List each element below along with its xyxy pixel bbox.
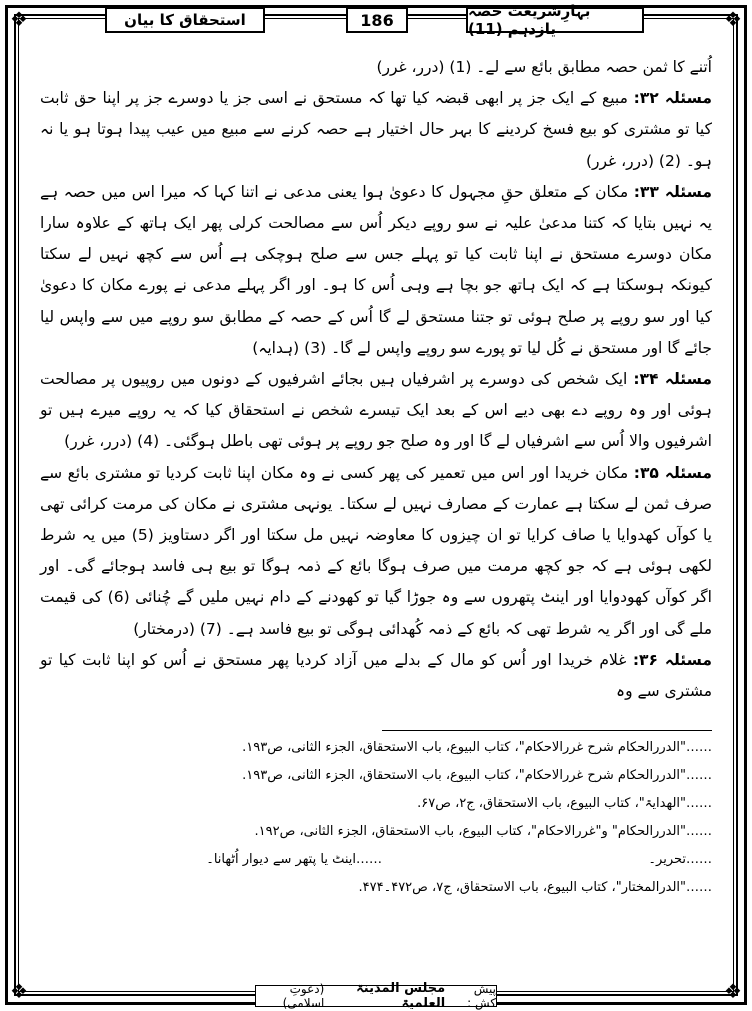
paragraph-text: مبیع کے ایک جز پر ابھی قبضہ کیا تھا کہ مستحق نے اسی جز یا دوسرے جز پر اپنا حق ثابت کیا تو مشتری کو بیع فسخ کردینے کا بہر حال اختیار ہے حصہ کرنے سے مبیع میں عیب پیدا ہوتا ہو یا نہ ہو۔ (2) (درر، غرر) (40, 89, 712, 170)
footnote: ……"الدررالحکام شرح غررالاحکام"، کتاب البیوع، باب الاستحقاق، الجزء الثانی، ص۱۹۳. (242, 768, 712, 783)
main-text (40, 52, 712, 707)
paragraph (40, 364, 712, 458)
chapter-title: استحقاق کا بیان (105, 7, 265, 33)
paragraph-text: غلام خریدا اور اُس کو مال کے بدلے میں آزاد کردیا پھر مستحق نے اُس کو اپنا ثابت کیا تو مشتری سے وہ (40, 650, 712, 701)
footer-org: مجلس المدینۃ العلمیۃ (356, 981, 446, 1011)
footnote: ……اینٹ یا پتھر سے دیوار اُٹھانا۔ (206, 852, 382, 867)
book-title: بہارِشریعت حصہ یازدہم (11) (466, 7, 644, 33)
paragraph-text: اُتنے کا ثمن حصہ مطابق بائع سے لے۔ (1) (درر، غرر) (376, 58, 712, 76)
paragraph-text: مکان خریدا اور اس میں تعمیر کی پھر کسی نے وہ مکان اپنا ثابت کردیا تو مشتری بائع سے صرف ثمن لے سکتا ہے عمارت کے مصارف نہیں لے سکتا۔ یونہی مشتری نے مکان کی مرمت کرائی تھی یا کوآں کھدوایا یا صاف کرایا تو ان چیزوں کا معاوضہ نہیں مل سکتا اور اگر دستاویز (5) میں یہ شرط لکھی ہوئی ہے کہ جو کچھ مرمت میں صرف ہوگا بائع کے ذمہ ہوگا تو بیع ہی فاسد ہوجائے گی۔ اور اگر کوآں کھودوایا اور اینٹ پتھروں سے وہ جوڑا گیا تو کھودنے کے دام نہیں ملیں گے چُنائی (6) کی قیمت ملے گی اور اگر یہ شرط تھی کہ بائع کے ذمہ کُھدائی ہوگی تو بیع فاسد ہے۔ (7) (درمختار) (40, 463, 712, 638)
footnote: ……"الدرالمختار"، کتاب البیوع، باب الاستحقاق، ج۷، ص۴۷۲۔۴۷۴. (358, 880, 712, 895)
masala-label: مسئلہ ۳۳: (633, 182, 712, 201)
footnote-separator (382, 730, 712, 731)
paragraph (40, 83, 712, 177)
footnote: ……"الدررالحکام شرح غررالاحکام"، کتاب البیوع، باب الاستحقاق، الجزء الثانی، ص۱۹۳. (242, 740, 712, 755)
paragraph (40, 177, 712, 364)
footer-prefix: پیش کش : (467, 982, 496, 1010)
paragraph (40, 52, 712, 83)
corner-ornament-icon: ❖ (10, 979, 28, 1003)
masala-label: مسئلہ ۳۶: (632, 650, 712, 669)
corner-ornament-icon: ❖ (724, 979, 742, 1003)
paragraph-text: مکان کے متعلق حقِ مجہول کا دعویٰ ہوا یعنی مدعی نے اتنا کہا کہ میرا اس میں حصہ ہے یہ نہیں بتایا کہ کتنا مدعیٰ علیہ نے سو روپے دیکر اُس سے مصالحت کرلی پھر ایک ہاتھ کے علاوہ سارا مکان دوسرے مستحق نے اپنا ثابت کیا تو پہلے جس سے صلح ہوچکی ہے اُس سے کچھ نہیں لے سکتا کیونکہ ہوسکتا ہے کہ ایک ہاتھ جو بچا ہے وہی اُس کا ہو۔ اور اگر پہلے مدعی نے پورے مکان کا دعویٰ کیا اور سو روپے پر صلح ہوئی تو جتنا مستحق لے گا اُس کے حصہ کے مطابق سو روپے میں سے واپس لیا جائے گا اور مستحق نے کُل لیا تو پورے سو روپے واپس لے گا۔ (3) (ہدایہ) (40, 182, 712, 357)
page-header (0, 2, 752, 38)
footnote: ……تحریر۔ (648, 852, 712, 867)
corner-ornament-icon: ❖ (724, 7, 742, 31)
masala-label: مسئلہ ۳۵: (633, 463, 712, 482)
footnote: ……"الدررالحکام" و"غررالاحکام"، کتاب البیوع، باب الاستحقاق، الجزء الثانی، ص۱۹۲. (254, 824, 712, 839)
masala-label: مسئلہ ۳۲: (633, 89, 712, 108)
masala-label: مسئلہ ۳۴: (633, 370, 712, 389)
corner-ornament-icon: ❖ (10, 7, 28, 31)
page-footer (255, 981, 497, 1011)
paragraph (40, 458, 712, 645)
page-number: 186 (346, 7, 408, 33)
paragraph-text: ایک شخص کی دوسرے پر اشرفیاں ہیں بجائے اشرفیوں کے دونوں میں روپیوں پر مصالحت ہوئی اور وہ روپے دے بھی دیے اس کے بعد ایک تیسرے شخص نے استحقاق کیا کہ یہ روپے میرے ہیں تو اشرفیوں والا اُس سے اشرفیاں لے گا اور وہ صلح جو روپے پر ہوئی تھی باطل ہوگئی۔ (4) (درر، غرر) (40, 370, 712, 451)
footnote: ……"الھدایۃ"، کتاب البیوع، باب الاستحقاق، ج۲، ص۶۷. (417, 796, 712, 811)
footer-suffix: (دعوتِ اسلامی) (282, 982, 325, 1010)
paragraph (40, 645, 712, 707)
